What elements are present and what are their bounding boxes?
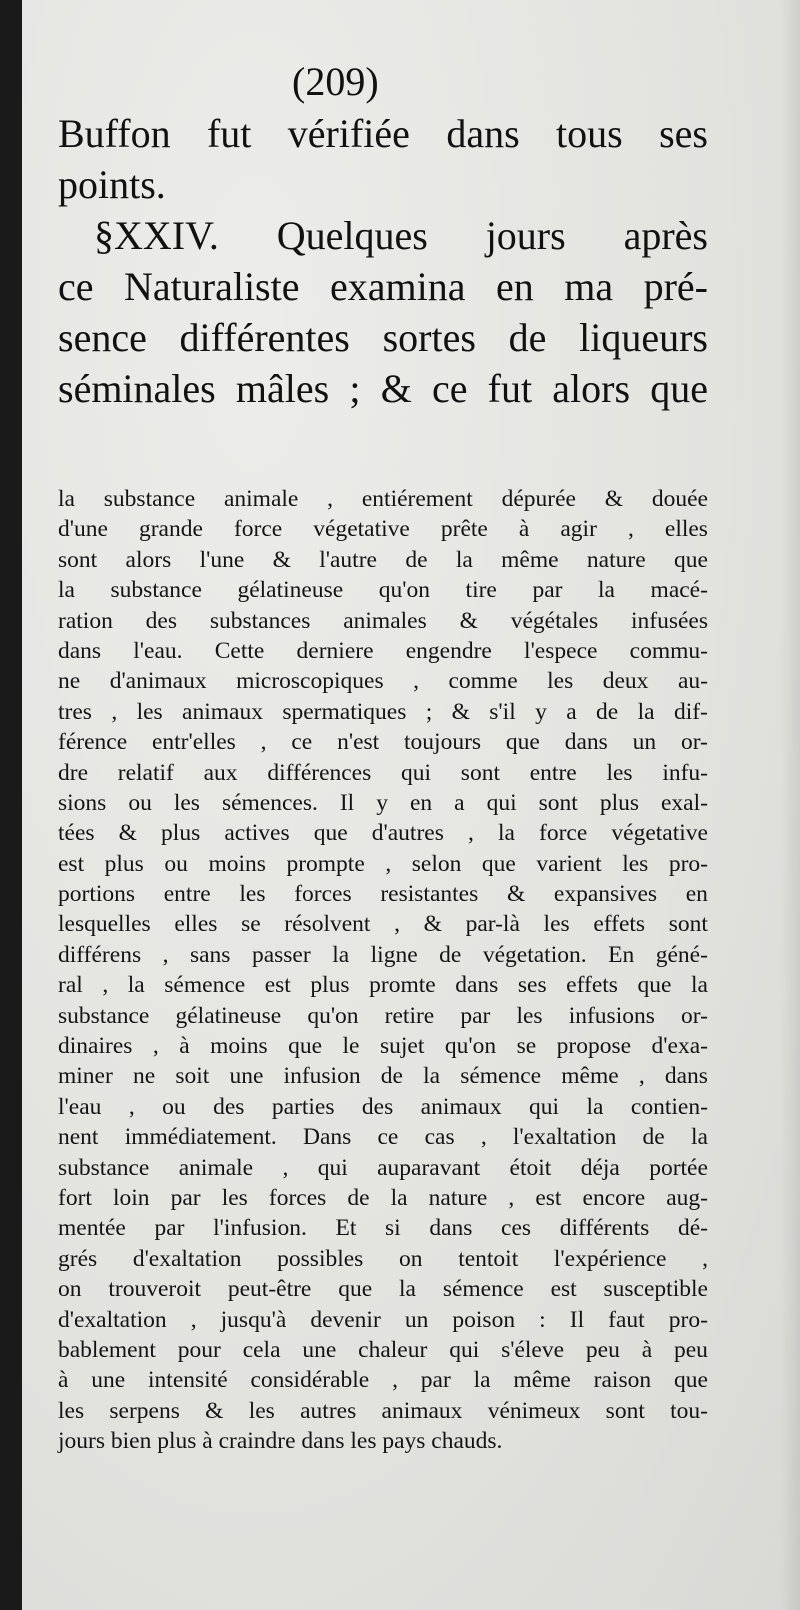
lower-text-line: nent immédiatement. Dans ce cas , l'exaltation de la <box>58 1124 708 1151</box>
lower-text-line: férence entr'elles , ce n'est toujours que dans un or- <box>58 729 708 756</box>
lower-text-line: on trouveroit peut-être que la sémence est susceptible <box>58 1276 708 1303</box>
lower-text-line: est plus ou moins prompte , selon que varient les pro- <box>58 850 708 877</box>
lower-text-line: dans l'eau. Cette derniere engendre l'espece commu- <box>58 637 708 664</box>
lower-text-line: d'une grande force végetative prête à agir , elles <box>58 516 708 543</box>
lower-text-line: jours bien plus à craindre dans les pays chauds. <box>58 1428 503 1455</box>
upper-text-block <box>58 108 708 414</box>
lower-text-line: ne d'animaux microscopiques , comme les deux au- <box>58 668 708 695</box>
lower-text-line: sions ou les sémences. Il y en a qui sont plus exal- <box>58 789 708 816</box>
lower-text-line: tées & plus actives que d'autres , la force végetative <box>58 820 708 847</box>
lower-text-line: sont alors l'une & l'autre de la même nature que <box>58 546 708 573</box>
upper-text-line: Buffon fut vérifiée dans tous ses <box>58 111 708 156</box>
lower-text-line: d'exaltation , jusqu'à devenir un poison : Il faut pro- <box>58 1306 708 1333</box>
lower-text-line: substance animale , qui auparavant étoit déja portée <box>58 1154 708 1181</box>
lower-text-line: ral , la sémence est plus promte dans ses effets que la <box>58 972 708 999</box>
lower-text-line: la substance animale , entiérement dépurée & douée <box>58 486 708 512</box>
upper-text-line: sence différentes sortes de liqueurs <box>58 315 708 360</box>
lower-text-line: différens , sans passer la ligne de végetation. En géné- <box>58 941 708 968</box>
lower-text-line: dre relatif aux différences qui sont entre les infu- <box>58 759 708 786</box>
lower-text-line: l'eau , ou des parties des animaux qui la contien- <box>58 1093 708 1120</box>
lower-text-line: ration des substances animales & végétales infusées <box>58 607 708 634</box>
upper-text-line: §XXIV. Quelques jours après <box>94 213 708 258</box>
lower-text-line: substance gélatineuse qu'on retire par les infusions or- <box>58 1002 708 1029</box>
page-number: (209) <box>292 59 379 104</box>
lower-text-line: dinaires , à moins que le sujet qu'on se propose d'exa- <box>58 1033 708 1060</box>
lower-text-line: portions entre les forces resistantes & expansives en <box>58 881 708 908</box>
lower-text-line: les serpens & les autres animaux vénimeux sont tou- <box>58 1397 708 1424</box>
lower-text-line: miner ne soit une infusion de la sémence même , dans <box>58 1063 708 1090</box>
lower-text-line: la substance gélatineuse qu'on tire par la macé- <box>58 577 708 604</box>
lower-text-line: bablement pour cela une chaleur qui s'éleve peu à peu <box>58 1336 708 1363</box>
upper-text-line: points. <box>58 162 166 207</box>
lower-text-block <box>58 484 708 1457</box>
book-page <box>22 0 800 1610</box>
upper-text-line: séminales mâles ; & ce fut alors que <box>58 366 708 411</box>
lower-text-line: mentée par l'infusion. Et si dans ces différents dé- <box>58 1215 708 1242</box>
lower-text-line: tres , les animaux spermatiques ; & s'il y a de la dif- <box>58 698 708 725</box>
page-edge-shadow <box>780 0 800 1610</box>
lower-text-line: fort loin par les forces de la nature , est encore aug- <box>58 1184 708 1211</box>
upper-text-line: ce Naturaliste examina en ma pré- <box>58 264 708 309</box>
lower-text-line: à une intensité considérable , par la même raison que <box>58 1367 708 1394</box>
lower-text-line: lesquelles elles se résolvent , & par-là les effets sont <box>58 911 708 938</box>
lower-text-line: grés d'exaltation possibles on tentoit l'expérience , <box>58 1245 708 1272</box>
